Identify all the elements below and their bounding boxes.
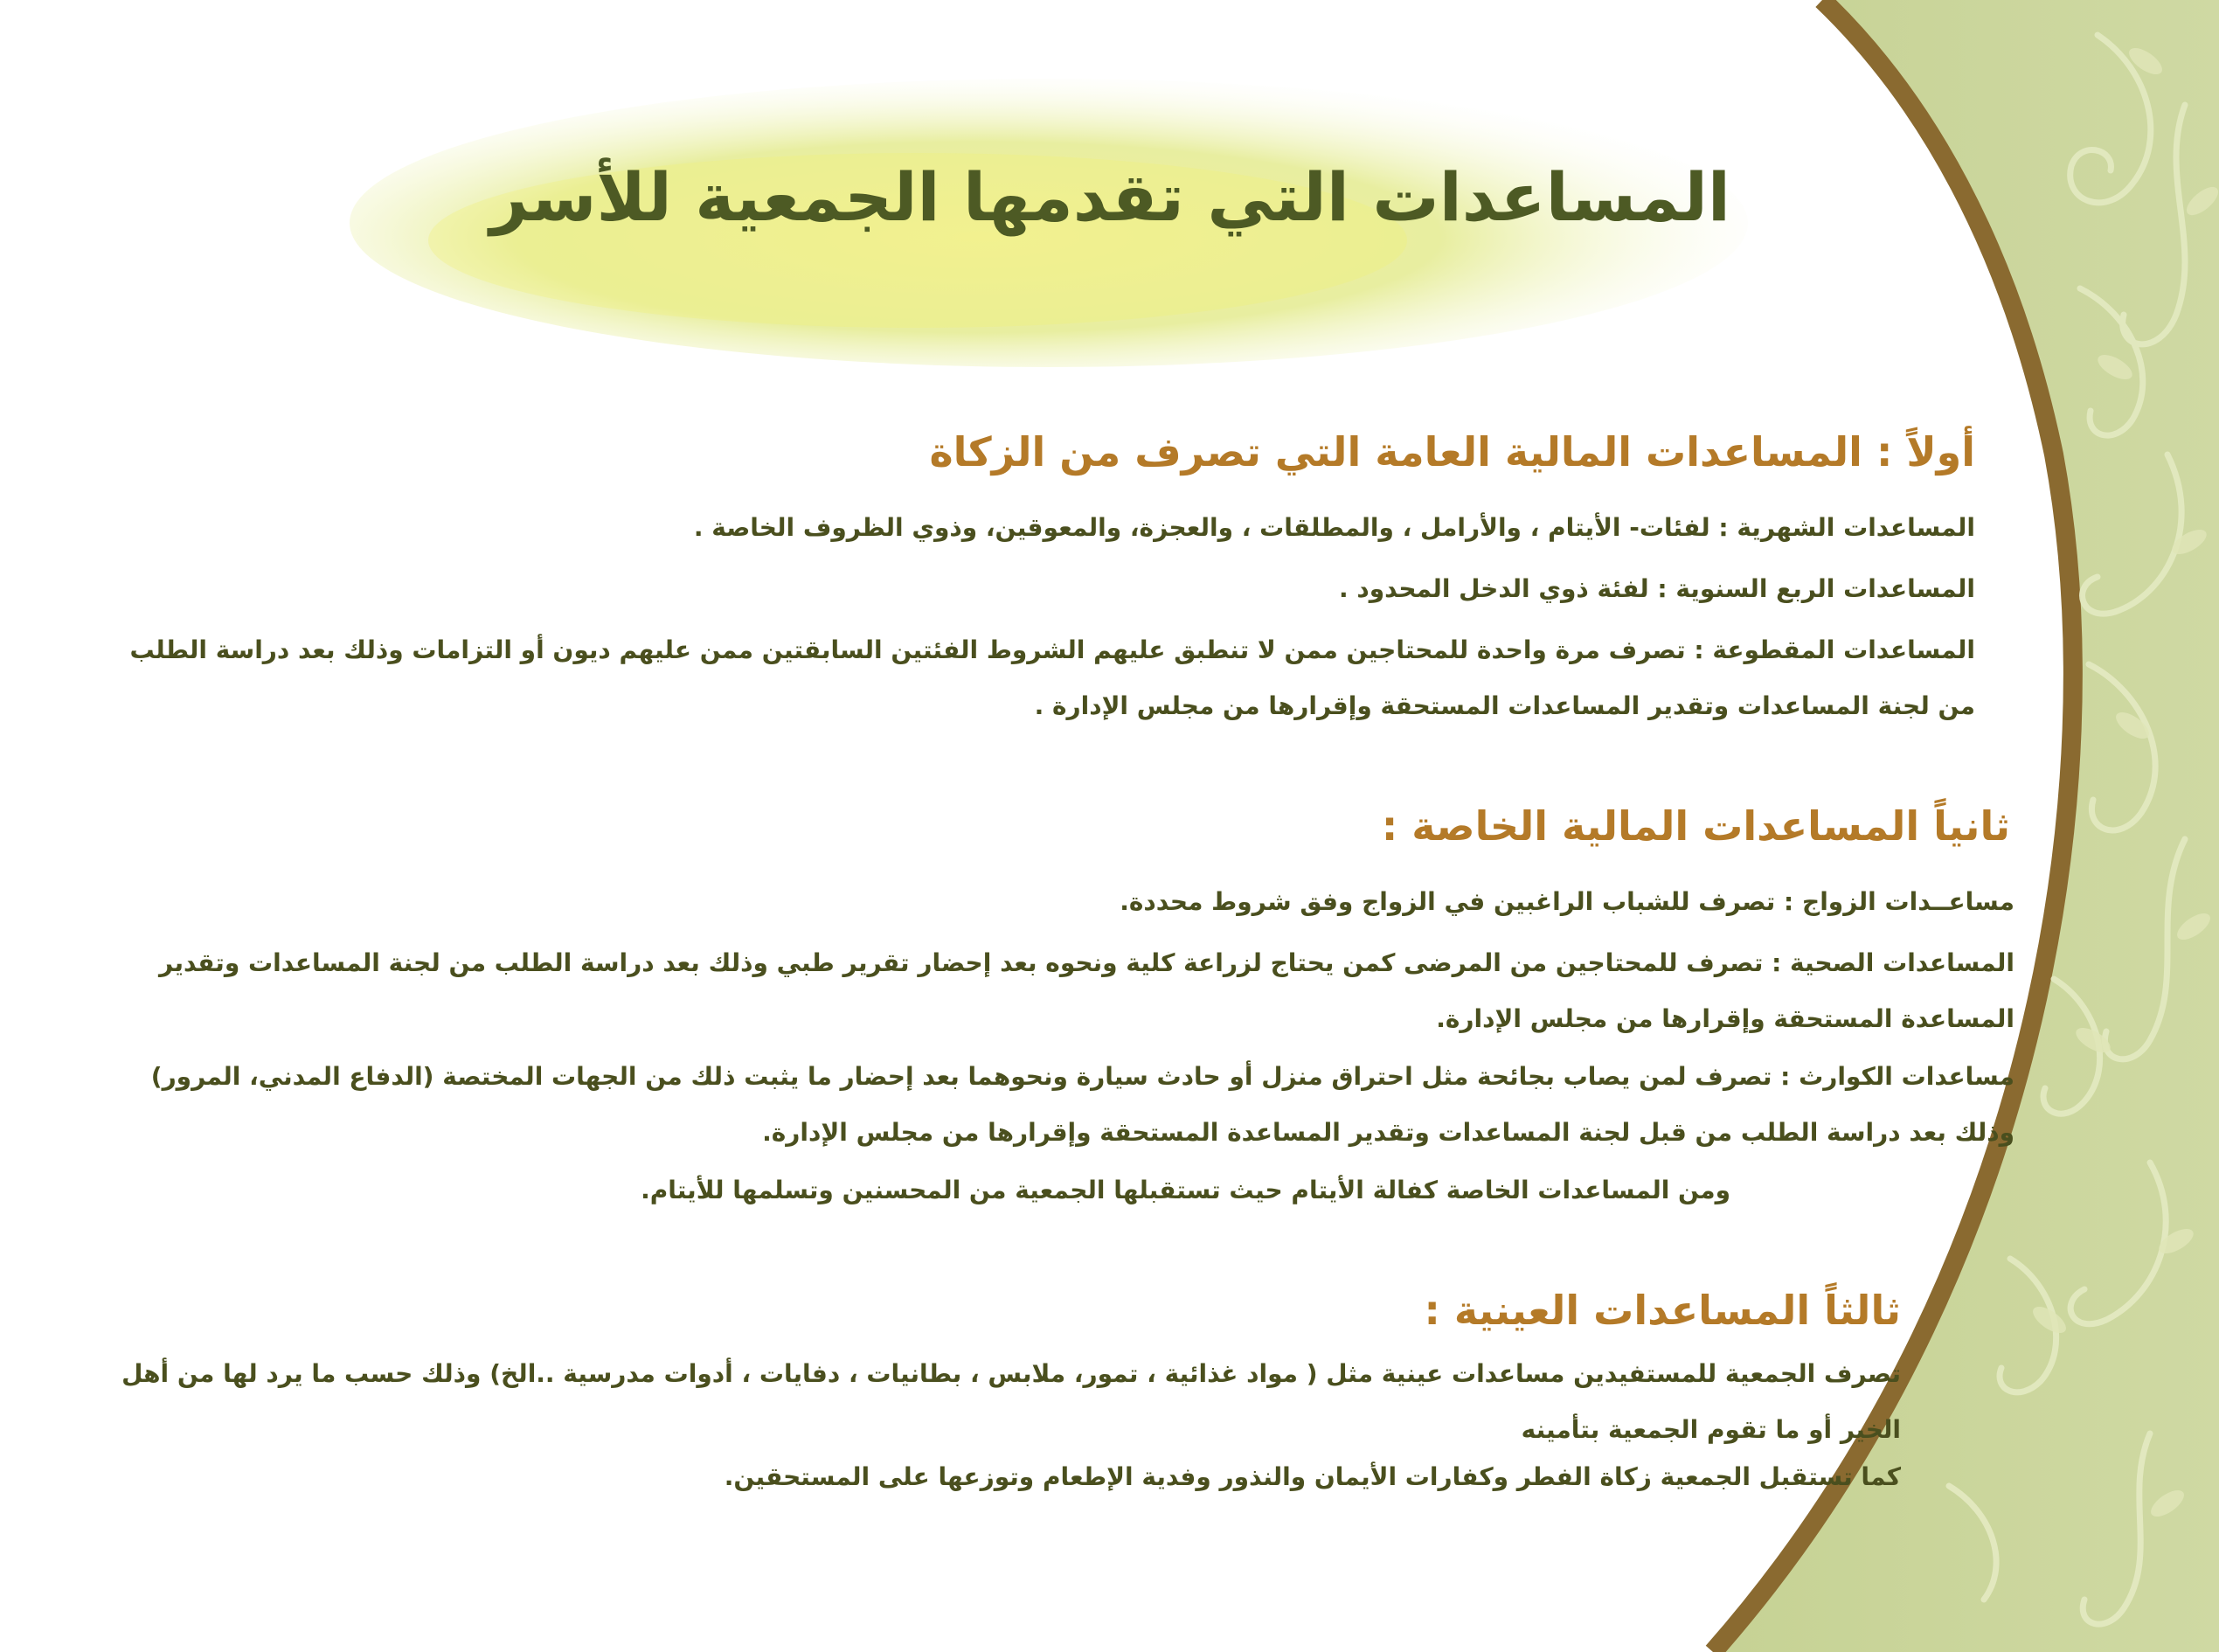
item-text: : تصرف لمن يصاب بجائحة مثل احتراق منزل أو حادث سيارة ونحوهما بعد إحضار ما يثبت ذلك من الجهات المختصة (الدفاع المدني، المرور) وذلك بعد دراسة الطلب من قبل لجنة المساعدات وتقدير المساعدة المستحقة وإقرارها من مجلس الإدارة.	[150, 1062, 2014, 1147]
item-monthly-aid	[114, 500, 1975, 556]
section-heading-zakat: أولاً : المساعدات المالية العامة التي تصرف من الزكاة	[929, 428, 1975, 475]
item-text: : تصرف للشباب الراغبين في الزواج وفق شروط محددة.	[1120, 887, 1803, 916]
item-text: تصرف الجمعية للمستفيدين مساعدات عينية مثل ( مواد غذائية ، تمور، ملابس ، بطانيات ، دفايات ، أدوات مدرسية ..الخ) وذلك حسب ما يرد لها من أهل الخير أو ما تقوم الجمعية بتأمينه	[121, 1359, 1901, 1444]
item-quarterly-aid	[114, 561, 1975, 617]
item-text: : لفئة ذوي الدخل المحدود .	[1339, 574, 1676, 603]
item-in-kind-aid	[96, 1346, 1901, 1458]
item-term: المساعدات الشهرية	[1737, 513, 1975, 542]
item-term: مساعدات الكوارث	[1799, 1062, 2014, 1091]
item-term: مساعــدات الزواج	[1802, 887, 2014, 916]
item-term: المساعدات الربع السنوية	[1675, 574, 1975, 603]
item-text: : تصرف مرة واحدة للمحتاجين ممن لا تنطبق عليهم الشروط الفئتين السابقتين ممن عليهم ديون أو التزامات وذلك بعد دراسة الطلب من لجنة المساعدات وتقدير المساعدات المستحقة وإقرارها من مجلس الإدارة .	[129, 635, 1975, 720]
page-title: المساعدات التي تقدمها الجمعية للأسر	[489, 158, 1730, 236]
item-text: : تصرف للمحتاجين من المرضى كمن يحتاج لزراعة كلية ونحوه بعد إحضار تقرير طبي وذلك بعد دراسة الطلب من لجنة المساعدات وتقدير المساعدة المستحقة وإقرارها من مجلس الإدارة.	[159, 948, 2014, 1033]
item-text: : لفئات- الأيتام ، والأرامل ، والمطلقات ، والعجزة، والمعوقين، وذوي الظروف الخاصة .	[693, 513, 1737, 542]
item-text: ومن المساعدات الخاصة كفالة الأيتام حيث تستقبلها الجمعية من المحسنين وتسلمها للأيتام.	[641, 1176, 1730, 1204]
item-disaster-aid	[114, 1049, 2014, 1161]
item-health-aid	[114, 935, 2014, 1047]
item-zakat-al-fitr	[96, 1449, 1901, 1505]
item-lump-sum-aid	[114, 622, 1975, 734]
item-text: كما تستقبل الجمعية زكاة الفطر وكفارات الأيمان والنذور وفدية الإطعام وتوزعها على المستحقين.	[724, 1462, 1901, 1491]
section-heading-special: ثانياً المساعدات المالية الخاصة :	[1381, 802, 2010, 850]
item-orphan-sponsorship	[114, 1163, 1730, 1218]
item-term: المساعدات المقطوعة	[1712, 635, 1975, 664]
item-term: المساعدات الصحية	[1790, 948, 2014, 977]
item-marriage-aid	[114, 874, 2014, 930]
section-heading-in-kind: ثالثاً المساعدات العينية :	[1424, 1287, 1901, 1334]
